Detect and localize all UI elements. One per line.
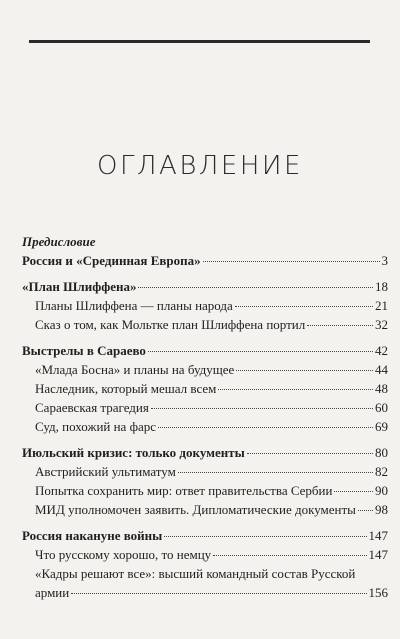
toc-entry-title: Сараевская трагедия — [35, 400, 149, 415]
toc-entry-page: 147 — [368, 528, 388, 543]
toc-entry[interactable] — [22, 443, 388, 462]
toc-entry[interactable] — [22, 526, 388, 545]
toc-subentry[interactable] — [22, 462, 388, 481]
top-rule — [29, 40, 370, 43]
toc-entry-title: Выстрелы в Сараево — [22, 343, 146, 358]
toc-entry-page: 98 — [375, 502, 388, 517]
toc-entry-title: Попытка сохранить мир: ответ правительства Сербии — [35, 483, 333, 498]
toc-entry-page: 42 — [375, 343, 388, 358]
dot-leader — [247, 453, 373, 454]
toc-subentry[interactable] — [22, 296, 388, 315]
dot-leader — [235, 306, 373, 307]
toc-entry-page: 147 — [368, 547, 388, 562]
toc-entry[interactable] — [22, 251, 388, 270]
toc-entry-title: Наследник, который мешал всем — [35, 381, 217, 396]
toc-subentry[interactable] — [22, 500, 388, 519]
toc-subentry[interactable] — [22, 315, 388, 334]
toc-entry[interactable] — [22, 341, 388, 360]
dot-leader — [213, 555, 366, 556]
dot-leader — [138, 287, 373, 288]
toc-entry-page: 60 — [375, 400, 388, 415]
dot-leader — [164, 536, 366, 537]
toc-entry-title: Россия и «Срединная Европа» — [22, 253, 201, 268]
toc-entry-page: 18 — [375, 279, 388, 294]
toc-subentry[interactable] — [22, 481, 388, 500]
toc-entry[interactable] — [22, 277, 388, 296]
toc-section — [22, 443, 388, 519]
toc-entry-page: 32 — [375, 317, 388, 332]
toc-subentry[interactable] — [22, 398, 388, 417]
preface-label: Предисловие — [22, 234, 96, 249]
toc-entry-title: «План Шлиффена» — [22, 279, 137, 294]
dot-leader — [203, 261, 380, 262]
toc-entry-title: Австрийский ультиматум — [35, 464, 176, 479]
dot-leader — [236, 370, 373, 371]
dot-leader — [71, 593, 366, 594]
toc-section — [22, 277, 388, 334]
toc-subentry[interactable] — [22, 379, 388, 398]
toc-subentry-wrapped[interactable] — [22, 564, 388, 583]
dot-leader — [148, 351, 373, 352]
toc-entry-title: «Кадры решают все»: высший командный состав Русской — [35, 566, 356, 581]
toc-subentry[interactable] — [22, 417, 388, 436]
dot-leader — [307, 325, 373, 326]
toc-subentry-continuation[interactable] — [22, 583, 388, 602]
dot-leader — [334, 491, 373, 492]
toc-section — [22, 341, 388, 436]
table-of-contents — [22, 232, 388, 609]
dot-leader — [151, 408, 373, 409]
toc-entry-page: 69 — [375, 419, 388, 434]
toc-entry-page: 90 — [375, 483, 388, 498]
toc-entry-page: 3 — [381, 253, 388, 268]
dot-leader — [358, 510, 373, 511]
toc-section — [22, 526, 388, 602]
dot-leader — [158, 427, 373, 428]
toc-entry-title: МИД уполномочен заявить. Дипломатические документы — [35, 502, 356, 517]
toc-section-preface — [22, 232, 388, 270]
toc-entry-title: Суд, похожий на фарс — [35, 419, 157, 434]
toc-entry-title: «Млада Босна» и планы на будущее — [35, 362, 235, 377]
toc-entry-page: 82 — [375, 464, 388, 479]
dot-leader — [218, 389, 373, 390]
toc-entry-title: Что русскому хорошо, то немцу — [35, 547, 212, 562]
toc-entry-page: 156 — [368, 585, 388, 600]
toc-entry-title-cont: армии — [35, 585, 70, 600]
toc-entry-page: 48 — [375, 381, 388, 396]
toc-entry-page: 80 — [375, 445, 388, 460]
toc-entry-title: Сказ о том, как Мольтке план Шлиффена портил — [35, 317, 306, 332]
toc-entry-page: 44 — [375, 362, 388, 377]
toc-entry-page: 21 — [375, 298, 388, 313]
toc-entry-title: Планы Шлиффена — планы народа — [35, 298, 233, 313]
toc-subentry[interactable] — [22, 360, 388, 379]
dot-leader — [178, 472, 373, 473]
toc-subentry[interactable] — [22, 545, 388, 564]
toc-entry-title: Июльский кризис: только документы — [22, 445, 245, 460]
page-title: ОГЛАВЛЕНИЕ — [97, 151, 303, 181]
toc-entry-title: Россия накануне войны — [22, 528, 163, 543]
